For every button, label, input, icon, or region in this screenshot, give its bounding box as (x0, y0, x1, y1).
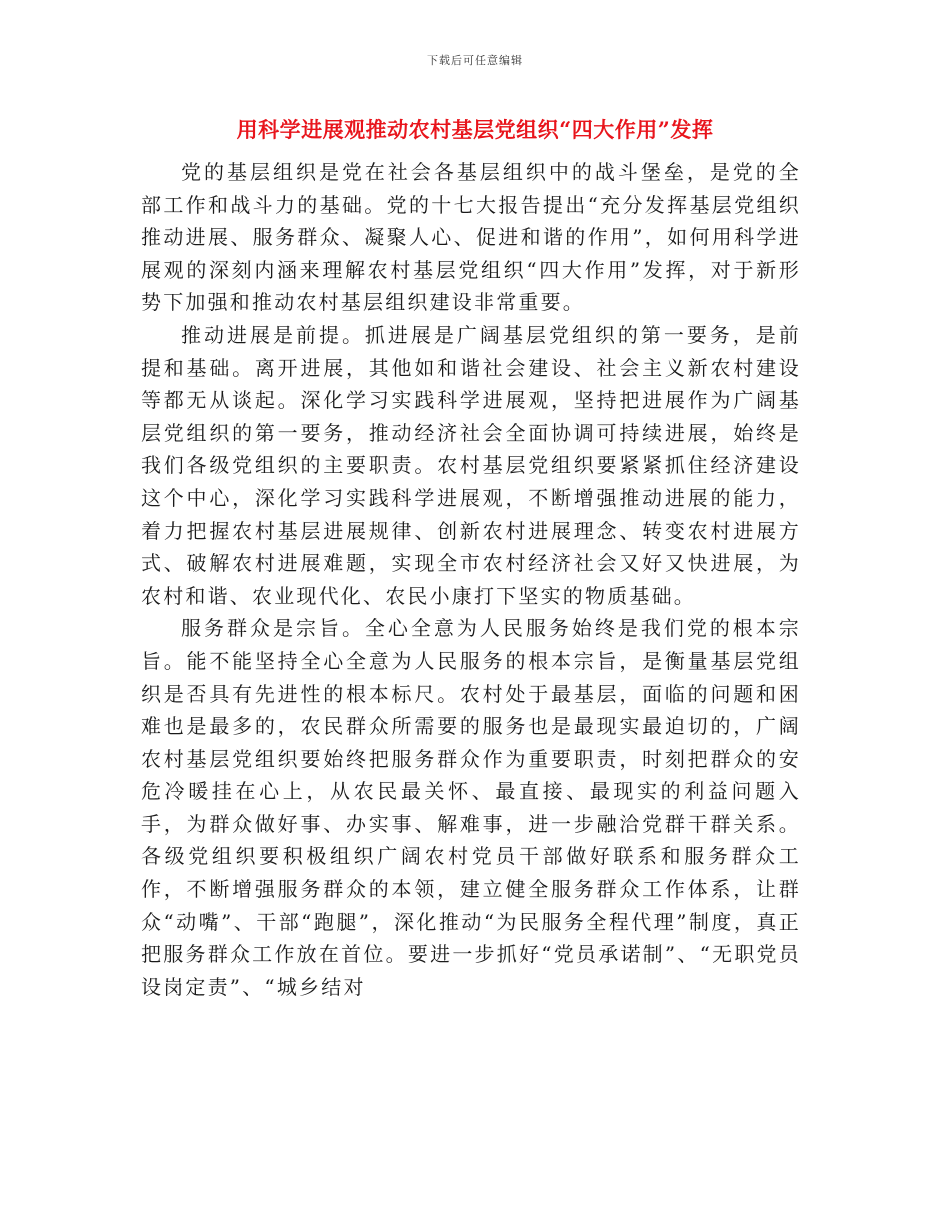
document-body (141, 156, 801, 1003)
paragraph-3: 服务群众是宗旨。全心全意为人民服务始终是我们党的根本宗旨。能不能坚持全心全意为人民服务的根本宗旨，是衡量基层党组织是否具有先进性的根本标尺。农村处于最基层，面临的问题和困难也是最多的，农民群众所需要的服务也是最现实最迫切的，广阔农村基层党组织要始终把服务群众作为重要职责，时刻把群众的安危冷暖挂在心上，从农民最关怀、最直接、最现实的利益问题入手，为群众做好事、办实事、解难事，进一步融洽党群干群关系。各级党组织要积极组织广阔农村党员干部做好联系和服务群众工作，不断增强服务群众的本领，建立健全服务群众工作体系，让群众“动嘴”、干部“跑腿”，深化推动“为民服务全程代理”制度，真正把服务群众工作放在首位。要进一步抓好“党员承诺制”、“无职党员设岗定责”、“城乡结对 (141, 616, 801, 999)
header-note: 下载后可任意编辑 (427, 54, 523, 67)
paragraph-1: 党的基层组织是党在社会各基层组织中的战斗堡垒，是党的全部工作和战斗力的基础。党的十七大报告提出“充分发挥基层党组织推动进展、服务群众、凝聚人心、促进和谐的作用”，如何用科学进展观的深刻内涵来理解农村基层党组织“四大作用”发挥，对于新形势下加强和推动农村基层组织建设非常重要。 (141, 160, 801, 315)
document-title: 用科学进展观推动农村基层党组织“四大作用”发挥 (236, 117, 714, 142)
paragraph-2: 推动进展是前提。抓进展是广阔基层党组织的第一要务，是前提和基础。离开进展，其他如和谐社会建设、社会主义新农村建设等都无从谈起。深化学习实践科学进展观，坚持把进展作为广阔基层党组织的第一要务，推动经济社会全面协调可持续进展，始终是我们各级党组织的主要职责。农村基层党组织要紧紧抓住经济建设这个中心，深化学习实践科学进展观，不断增强推动进展的能力，着力把握农村基层进展规律、创新农村进展理念、转变农村进展方式、破解农村进展难题，实现全市农村经济社会又好又快进展，为农村和谐、农业现代化、农民小康打下坚实的物质基础。 (141, 322, 801, 608)
